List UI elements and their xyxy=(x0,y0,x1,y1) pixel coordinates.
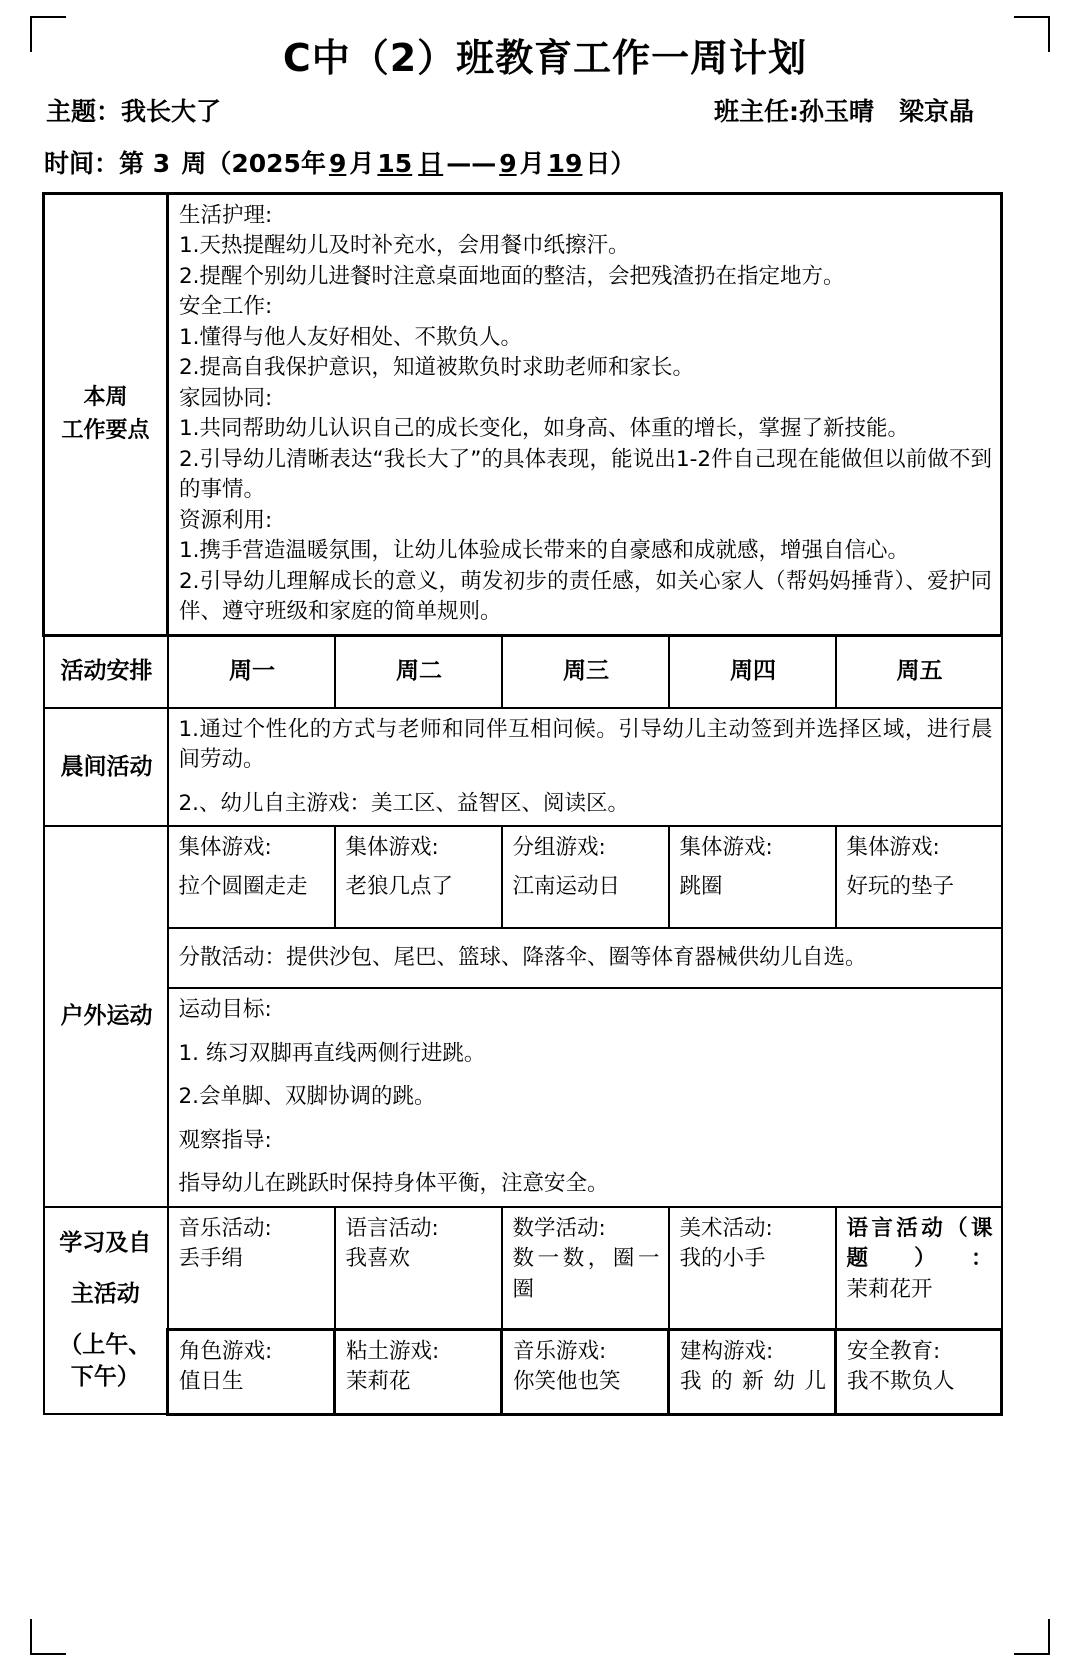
day-header-tuesday: 周二 xyxy=(335,635,502,708)
learning-game-type: 角色游戏: xyxy=(179,1338,273,1364)
end-day: 19 xyxy=(547,148,583,178)
theme-label: 主题：我长大了 xyxy=(46,96,222,126)
table-row-outdoor-dispersed xyxy=(44,928,1002,988)
key-points-line: 1.天热提醒幼儿及时补充水，会用餐巾纸擦汗。 xyxy=(179,233,630,259)
week-number: 3 xyxy=(152,148,173,178)
table-row-outdoor-games xyxy=(44,826,1002,928)
row-label-morning: 晨间活动 xyxy=(44,708,168,827)
learning-activity-type: 数学活动: xyxy=(512,1215,606,1241)
key-points-line: 2.引导幼儿理解成长的意义，萌发初步的责任感，如关心家人（帮妈妈捶背）、爱护同伴、遵守班级和家庭的简单规则。 xyxy=(179,568,993,625)
outdoor-game-type: 集体游戏: xyxy=(679,835,773,861)
row-label-learning xyxy=(44,1207,168,1415)
table-row-learning-am xyxy=(44,1207,1002,1330)
morning-line: 1.通过个性化的方式与老师和同伴互相问候。引导幼儿主动签到并选择区域，进行晨间劳动。 xyxy=(178,716,993,773)
learning-game-type: 建构游戏: xyxy=(680,1338,774,1364)
outdoor-game-friday xyxy=(836,826,1002,928)
month-unit-end: 月 xyxy=(519,148,545,178)
time-prefix: 时间：第 xyxy=(44,148,145,178)
outdoor-game-thursday xyxy=(669,826,836,928)
outdoor-game-name: 好玩的垫子 xyxy=(846,873,955,899)
key-points-content xyxy=(168,193,1002,635)
learning-activity-type: 音乐活动: xyxy=(178,1215,272,1241)
outdoor-goals xyxy=(168,988,1002,1207)
learning-pm-tuesday xyxy=(335,1329,502,1414)
outdoor-goal-line: 观察指导: xyxy=(178,1127,272,1153)
row-label-learning-line2: 主活动 xyxy=(70,1281,140,1308)
key-points-line: 2.提高自我保护意识，知道被欺负时求助老师和家长。 xyxy=(179,355,695,381)
learning-am-tuesday xyxy=(335,1207,502,1330)
day-header-thursday: 周四 xyxy=(669,635,836,708)
start-month: 9 xyxy=(328,148,347,178)
outdoor-game-type: 集体游戏: xyxy=(846,835,940,861)
outdoor-goal-line: 2.会单脚、双脚协调的跳。 xyxy=(178,1084,436,1110)
outdoor-game-monday xyxy=(168,826,335,928)
morning-content xyxy=(168,708,1002,827)
time-suffix: 日） xyxy=(585,148,636,178)
end-month: 9 xyxy=(499,148,517,178)
learning-game-type: 安全教育: xyxy=(847,1338,941,1364)
learning-activity-name: 我喜欢 xyxy=(345,1246,411,1272)
schedule-label: 活动安排 xyxy=(44,635,168,708)
start-day-unit: 日 xyxy=(418,148,444,178)
morning-line: 2.、幼儿自主游戏：美工区、益智区、阅读区。 xyxy=(178,790,630,816)
outdoor-game-name: 老狼几点了 xyxy=(345,873,454,899)
learning-activity-type: 语言活动（课题）： xyxy=(846,1215,993,1272)
day-header-wednesday: 周三 xyxy=(502,635,669,708)
row-label-key-points-line2: 工作要点 xyxy=(61,418,150,444)
table-row-morning xyxy=(44,708,1002,827)
row-label-key-points xyxy=(44,193,168,635)
row-label-key-points-line1: 本周 xyxy=(83,385,128,411)
weekly-plan-table xyxy=(42,192,1003,1416)
document-body xyxy=(40,36,1040,1416)
outdoor-game-tuesday xyxy=(335,826,502,928)
outdoor-game-type: 分组游戏: xyxy=(512,835,606,861)
key-points-line: 2.引导幼儿清晰表达“我长大了”的具体表现，能说出1-2件自己现在能做但以前做不到的事情。 xyxy=(179,446,993,503)
key-points-line: 生活护理: xyxy=(179,202,273,228)
learning-pm-friday xyxy=(836,1329,1002,1414)
outdoor-game-type: 集体游戏: xyxy=(178,835,272,861)
table-row-key-points xyxy=(44,193,1002,635)
start-day: 15 xyxy=(377,148,413,178)
learning-game-name: 值日生 xyxy=(179,1369,244,1395)
day-header-friday: 周五 xyxy=(836,635,1002,708)
row-label-learning-line4: 下午） xyxy=(70,1364,140,1391)
learning-activity-type: 美术活动: xyxy=(679,1215,773,1241)
learning-pm-wednesday xyxy=(502,1329,669,1414)
outdoor-game-wednesday xyxy=(502,826,669,928)
month-unit-start: 月 xyxy=(349,148,375,178)
learning-am-monday xyxy=(168,1207,335,1330)
learning-am-friday xyxy=(836,1207,1002,1330)
learning-activity-name: 我的小手 xyxy=(679,1246,766,1272)
row-label-outdoor: 户外运动 xyxy=(44,826,168,1207)
learning-activity-type: 语言活动: xyxy=(345,1215,439,1241)
learning-am-thursday xyxy=(669,1207,836,1330)
outdoor-game-name: 拉个圆圈走走 xyxy=(178,873,308,899)
outdoor-game-type: 集体游戏: xyxy=(345,835,439,861)
key-points-line: 1.携手营造温暖氛围，让幼儿体验成长带来的自豪感和成就感，增强自信心。 xyxy=(179,538,910,564)
learning-activity-name: 数一数，圈一圈 xyxy=(512,1246,660,1302)
key-points-line: 资源利用: xyxy=(179,507,273,533)
learning-game-type: 粘土游戏: xyxy=(346,1338,440,1364)
outdoor-game-name: 跳圈 xyxy=(679,873,723,899)
row-label-learning-line1: 学习及自 xyxy=(59,1230,152,1257)
outdoor-game-name: 江南运动日 xyxy=(512,873,621,899)
outdoor-dispersed: 分散活动：提供沙包、尾巴、篮球、降落伞、圈等体育器械供幼儿自选。 xyxy=(168,928,1002,988)
learning-game-type: 音乐游戏: xyxy=(513,1338,607,1364)
learning-pm-thursday xyxy=(669,1329,836,1414)
outdoor-goal-line: 运动目标: xyxy=(178,997,272,1023)
learning-game-name: 你笑他也笑 xyxy=(513,1369,621,1395)
crop-mark-bottom-left xyxy=(30,1619,66,1655)
learning-game-name: 我不欺负人 xyxy=(847,1369,955,1395)
key-points-line: 1.共同帮助幼儿认识自己的成长变化，如身高、体重的增长，掌握了新技能。 xyxy=(179,416,910,442)
learning-game-name: 茉莉花 xyxy=(346,1369,411,1395)
time-mid: 周（2025年 xyxy=(181,148,326,178)
key-points-line: 1.懂得与他人友好相处、不欺负人。 xyxy=(179,324,523,350)
key-points-line: 2.提醒个别幼儿进餐时注意桌面地面的整洁，会把残渣扔在指定地方。 xyxy=(179,263,845,289)
learning-pm-monday xyxy=(168,1329,335,1414)
learning-activity-name: 丢手绢 xyxy=(178,1246,244,1272)
table-row-learning-pm xyxy=(44,1329,1002,1414)
learning-game-name: 我的新幼儿 xyxy=(680,1369,826,1395)
learning-activity-name: 茉莉花开 xyxy=(846,1276,933,1302)
key-points-line: 家园协同: xyxy=(179,385,273,411)
outdoor-goal-line: 指导幼儿在跳跃时保持身体平衡，注意安全。 xyxy=(178,1171,609,1197)
meta-row xyxy=(40,92,1040,128)
time-row xyxy=(44,144,1040,180)
page-title: C中（2）班教育工作一周计划 xyxy=(282,36,808,80)
outdoor-goal-line: 1. 练习双脚再直线两侧行进跳。 xyxy=(178,1040,486,1066)
date-dash: —— xyxy=(446,148,497,178)
crop-mark-bottom-right xyxy=(1014,1619,1050,1655)
day-header-monday: 周一 xyxy=(168,635,335,708)
table-row-weekday-header xyxy=(44,635,1002,708)
learning-am-wednesday xyxy=(502,1207,669,1330)
table-row-outdoor-goals xyxy=(44,988,1002,1207)
head-teacher-label: 班主任:孙玉晴 梁京晶 xyxy=(714,96,974,126)
key-points-line: 安全工作: xyxy=(179,294,273,320)
row-label-learning-line3: （上午、 xyxy=(59,1331,152,1358)
